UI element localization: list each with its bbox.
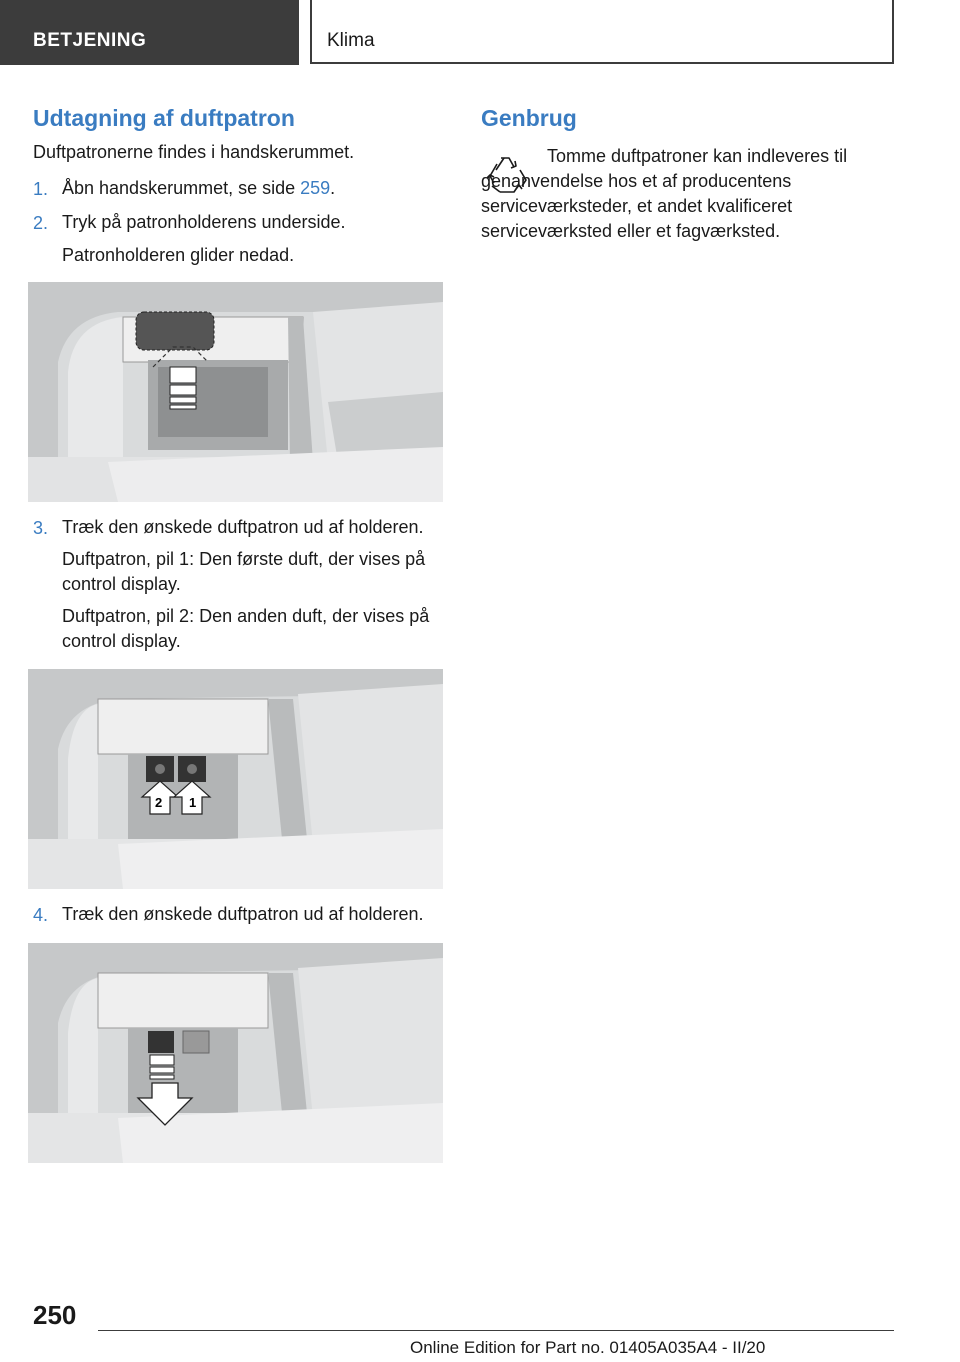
intro-text: Duftpatronerne findes i handskerummet. xyxy=(33,142,355,162)
heading-removal: Udtagning af duftpatron xyxy=(33,105,295,131)
arrow-label-2: 2 xyxy=(155,795,163,810)
footer-rule xyxy=(98,1330,894,1331)
step-3-number: 3. xyxy=(33,518,49,538)
footer-edition: Online Edition for Part no. 01405A035A4 - II/20 xyxy=(410,1338,766,1357)
step-1-post: . xyxy=(330,178,336,198)
step-1-number: 1. xyxy=(33,179,49,199)
arrow-label-1: 1 xyxy=(189,795,197,810)
chapter-title: Klima xyxy=(327,30,375,51)
step-2-number: 2. xyxy=(33,213,49,233)
step-3-note-1: Duftpatron, pil 1: Den første duft, der vises på control display. xyxy=(62,549,426,594)
step-1-text xyxy=(62,176,335,201)
recycling-text: Tomme duftpatroner kan indleveres til genanvendelse hos et af producentens serviceværksteder, et andet kvalificeret serviceværksted eller et fagværksted. xyxy=(481,146,848,241)
section-title: BETJENING xyxy=(33,30,147,51)
section-tab xyxy=(0,0,299,65)
step-2-text: Tryk på patronholderens underside. xyxy=(62,212,346,232)
page-number: 250 xyxy=(33,1300,77,1330)
heading-recycling: Genbrug xyxy=(481,105,577,131)
step-2-result: Patronholderen glider nedad. xyxy=(62,245,295,265)
step-3-text: Træk den ønskede duftpatron ud af holderen. xyxy=(62,517,424,537)
step-1-pre: Åbn handskerummet, se side xyxy=(62,178,301,198)
chapter-tab xyxy=(310,0,894,64)
photo-pull-cartridge xyxy=(28,943,443,1163)
page-link[interactable]: 259 xyxy=(300,178,331,198)
step-4-text: Træk den ønskede duftpatron ud af holderen. xyxy=(62,904,424,924)
photo-press-holder xyxy=(28,282,443,502)
recycling-body xyxy=(481,144,901,244)
step-3-note-2: Duftpatron, pil 2: Den anden duft, der vises på control display. xyxy=(62,606,430,651)
step-4-number: 4. xyxy=(33,905,49,925)
photo-cartridges-arrows xyxy=(28,669,443,889)
